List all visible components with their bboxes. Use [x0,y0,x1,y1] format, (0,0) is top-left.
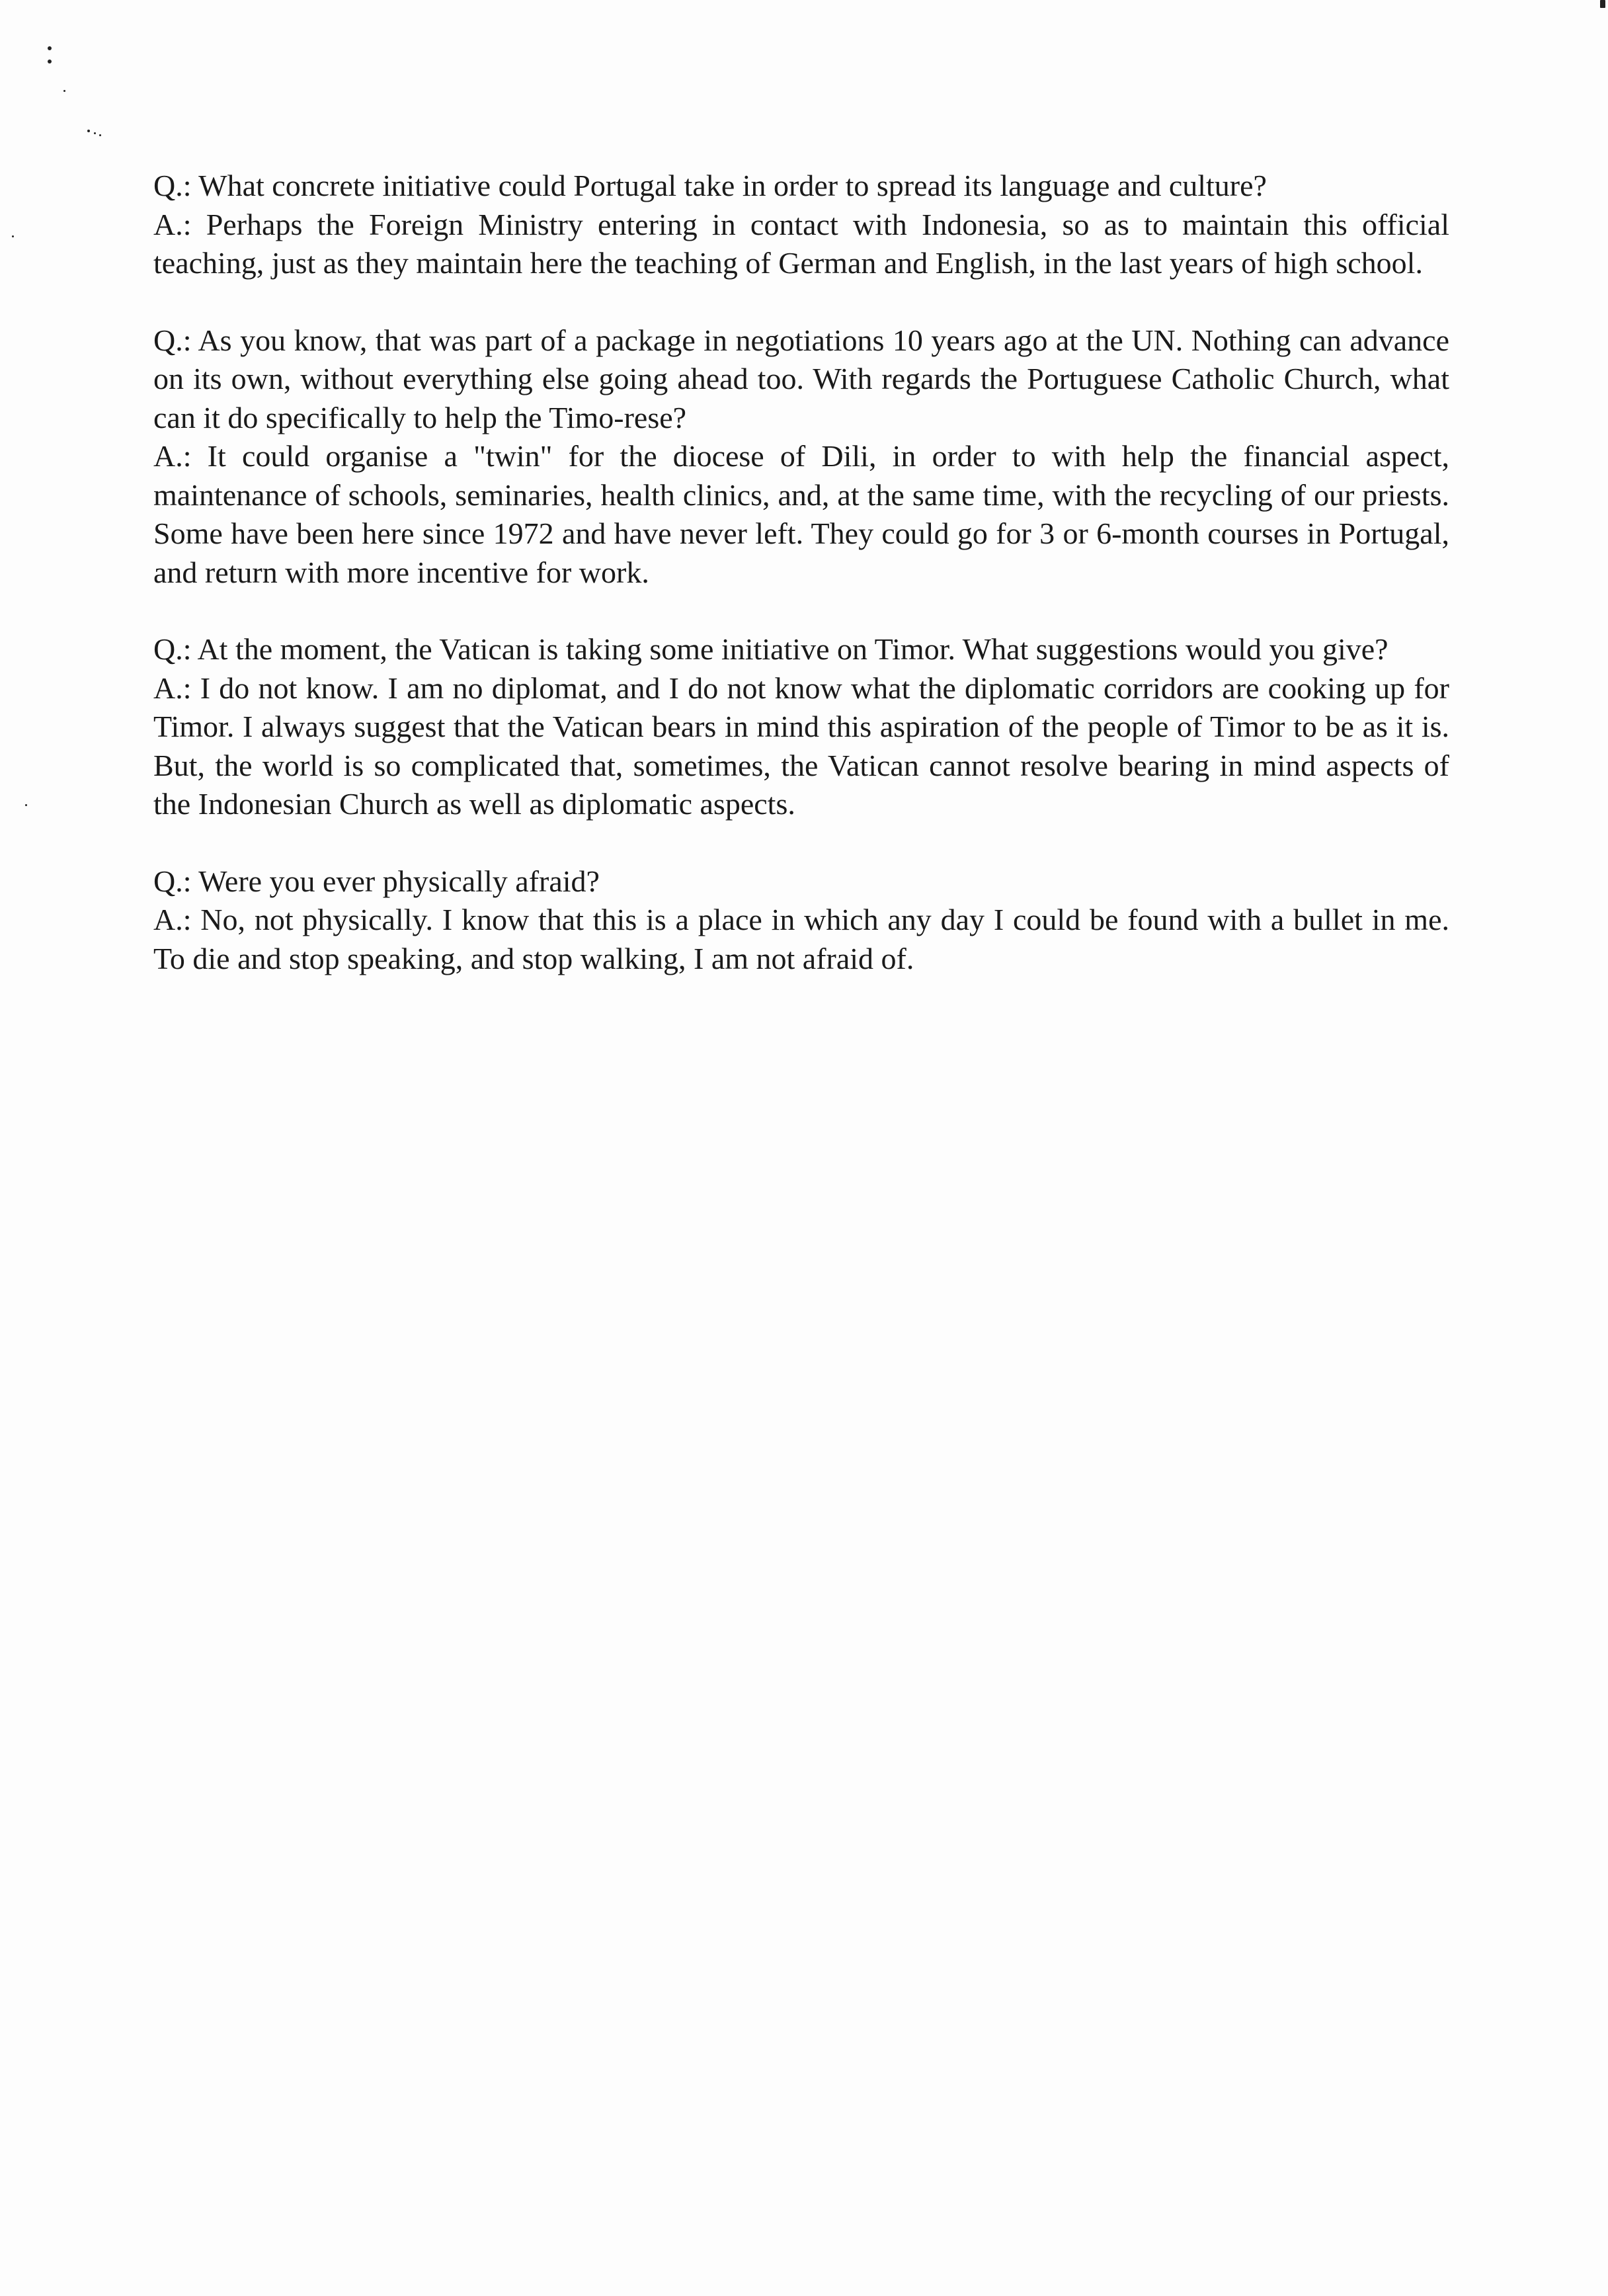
question-text: Q.: At the moment, the Vatican is taking some initiative on Timor. What suggestions would you give? [153,632,1388,666]
question-text: Q.: Were you ever physically afraid? [153,864,600,898]
scan-speck [63,90,65,92]
document-body [153,167,1449,1016]
qa-block [153,862,1449,979]
scan-speck [99,134,101,136]
scan-speck [94,132,96,134]
question-text: Q.: What concrete initiative could Portugal take in order to spread its language and culture? [153,169,1267,202]
scan-speck [48,60,52,63]
scan-speck [48,46,52,50]
question-text: Q.: As you know, that was part of a package in negotiations 10 years ago at the UN. Nothing can advance on its own, without everything else going ahead too. With regards the Portuguese Catholic Church, what can it do specifically to help the Timo-rese? [153,323,1449,434]
qa-block [153,321,1449,593]
answer-text: A.: It could organise a "twin" for the diocese of Dili, in order to with help the financial aspect, maintenance of schools, seminaries, health clinics, and, at the same time, with the recycling of our priests. Some have been here since 1972 and have never left. They could go for 3 or 6-month courses in Portugal, and return with more incentive for work. [153,439,1449,589]
qa-block [153,630,1449,824]
scan-speck [1600,0,1605,8]
answer-text: A.: No, not physically. I know that this is a place in which any day I could be found with a bullet in me. To die and stop speaking, and stop walking, I am not afraid of. [153,903,1449,975]
scan-speck [12,235,14,237]
scan-speck [25,804,27,806]
answer-text: A.: Perhaps the Foreign Ministry entering in contact with Indonesia, so as to maintain this official teaching, just as they maintain here the teaching of German and English, in the last years of high school. [153,207,1449,280]
answer-text: A.: I do not know. I am no diplomat, and I do not know what the diplomatic corridors are cooking up for Timor. I always suggest that the Vatican bears in mind this aspiration of the people of Timor to be as it is. But, the world is so complicated that, sometimes, the Vatican cannot resolve bearing in mind aspects of the Indonesian Church as well as diplomatic aspects. [153,671,1449,821]
scan-speck [87,130,90,132]
qa-block [153,167,1449,283]
